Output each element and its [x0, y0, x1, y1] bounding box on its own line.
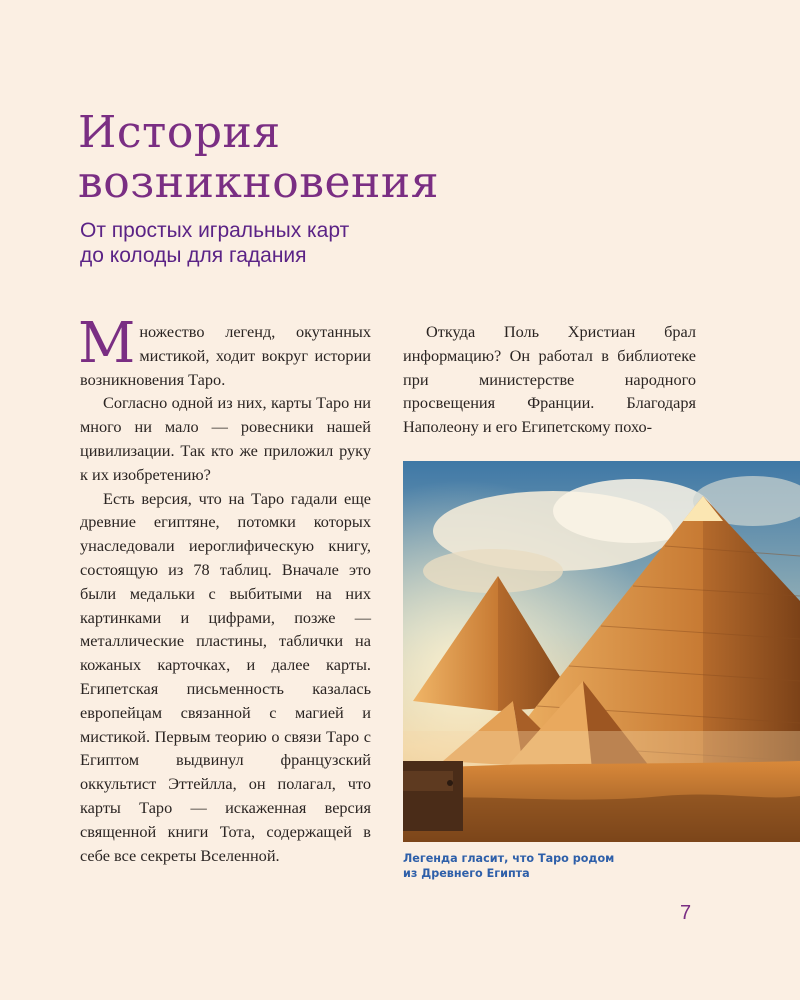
- body-paragraph-4: Откуда Поль Христиан брал информацию? Он работал в библиотеке при министерстве народного просвещения Франции. Благодаря Наполеону и его Египетскому похо-: [403, 322, 696, 437]
- body-column-left: [78, 311, 371, 867]
- title-line-2: возникновения: [78, 157, 439, 208]
- drop-cap: М: [78, 311, 136, 376]
- page-title: [78, 108, 439, 208]
- body-paragraph-1-text: ножество легенд, окутанных мистикой, ходит вокруг истории возникновения Таро.: [80, 322, 371, 389]
- page-subtitle: [80, 218, 349, 268]
- title-line-1: История: [78, 107, 281, 158]
- body-paragraph-2: Согласно одной из них, карты Таро ни много ни мало — ровесники нашей цивилизации. Так кто же приложил руку к их изобретению?: [80, 393, 371, 484]
- caption-line-2: из Древнего Египта: [403, 867, 530, 880]
- body-paragraph-3: Есть версия, что на Таро гадали еще древние египтяне, потомки которых унаследовали иероглифическую книгу, состоящую из 78 таблиц. Вначале это были медальки с выбитыми на них картинками и цифрами, позже — металлические пластины, таблички на кожаных карточках, и далее карты. Египетская письменность казалась европейцам связанной с магией и мистикой. Первым теорию о связи Таро с Египтом выдвинул французский оккультист Эттейлла, он полагал, что карты Таро — искаженная версия священной книги Тота, содержащей в себе все секреты Вселенной.: [80, 488, 371, 865]
- subtitle-line-1: От простых игральных карт: [80, 219, 350, 242]
- page-number: 7: [680, 902, 692, 924]
- subtitle-line-2: до колоды для гадания: [80, 244, 307, 267]
- pyramids-image: [403, 461, 800, 842]
- caption-line-1: Легенда гласит, что Таро родом: [403, 852, 615, 865]
- body-paragraph-1: [78, 311, 371, 391]
- image-caption: [403, 851, 643, 881]
- body-column-right: [403, 320, 696, 439]
